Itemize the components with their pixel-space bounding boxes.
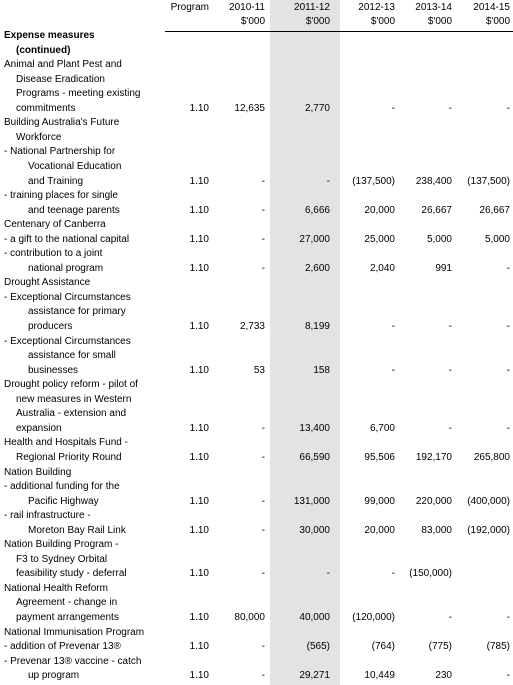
year-header-2013-14: 2013-14: [415, 2, 452, 13]
value-cell: -: [326, 175, 330, 187]
row-label: feasibility study - deferral: [16, 568, 127, 580]
value-cell: 2,040: [369, 262, 395, 274]
row-label: Building Australia's Future: [4, 117, 120, 129]
row-label: Vocational Education: [28, 160, 122, 172]
program-header: Program: [170, 2, 209, 13]
program-cell: 1.10: [189, 364, 209, 376]
year-header-2014-15: 2014-15: [473, 2, 510, 13]
value-cell: 2,733: [239, 321, 265, 332]
value-cell: -: [506, 612, 510, 623]
value-cell: 131,000: [293, 495, 330, 507]
value-cell: 158: [313, 364, 330, 376]
row-label: - addition of Prevenar 13®: [4, 641, 121, 653]
row-label: Drought Assistance: [4, 277, 91, 289]
unit-header-2014-15: $'000: [485, 16, 510, 27]
program-cell: 1.10: [189, 233, 209, 245]
row-label: Pacific Highway: [28, 495, 99, 507]
program-cell: 1.10: [189, 641, 209, 653]
unit-header-2012-13: $'000: [370, 16, 395, 27]
section-title: (continued): [16, 44, 71, 56]
value-cell: -: [261, 204, 265, 216]
value-cell: -: [506, 422, 510, 434]
row-label: commitments: [16, 102, 76, 114]
section-title: Expense measures: [4, 30, 95, 41]
row-label: National Health Reform: [4, 582, 108, 594]
row-label: payment arrangements: [16, 612, 119, 623]
program-cell: 1.10: [189, 102, 209, 114]
row-label: - training places for single: [4, 190, 118, 202]
unit-header-2011-12: $'000: [305, 16, 330, 27]
value-cell: 8,199: [304, 321, 330, 332]
row-label: - Prevenar 13® vaccine - catch: [4, 655, 142, 667]
value-cell: 6,700: [369, 422, 395, 434]
row-label: Disease Eradication: [16, 73, 105, 85]
value-cell: 5,000: [426, 233, 452, 245]
value-cell: -: [261, 641, 265, 653]
row-label: Animal and Plant Pest and: [4, 59, 122, 71]
row-label: Workforce: [16, 131, 62, 143]
value-cell: (150,000): [409, 568, 452, 580]
value-cell: 83,000: [421, 524, 452, 536]
value-cell: 27,000: [299, 233, 330, 245]
value-cell: 29,271: [299, 670, 330, 682]
year-header-2011-12: 2011-12: [294, 2, 330, 13]
value-cell: -: [391, 102, 395, 114]
value-cell: -: [391, 364, 395, 376]
value-cell: 30,000: [299, 524, 330, 536]
program-cell: 1.10: [189, 670, 209, 682]
row-label: F3 to Sydney Orbital: [16, 553, 108, 565]
value-cell: 238,400: [415, 175, 452, 187]
row-label: assistance for primary: [28, 306, 126, 318]
row-label: and teenage parents: [28, 204, 120, 216]
value-cell: 230: [435, 670, 452, 682]
row-label: - contribution to a joint: [4, 248, 103, 260]
year-header-2010-11: 2010-11: [229, 2, 265, 13]
value-cell: -: [506, 262, 510, 274]
value-cell: 66,590: [299, 451, 330, 463]
row-label: Moreton Bay Rail Link: [28, 524, 126, 536]
value-cell: (120,000): [352, 612, 395, 623]
value-cell: -: [448, 612, 452, 623]
value-cell: -: [506, 102, 510, 114]
value-cell: -: [261, 451, 265, 463]
value-cell: -: [326, 568, 330, 580]
value-cell: (192,000): [467, 524, 510, 536]
value-cell: -: [506, 321, 510, 332]
value-cell: -: [261, 670, 265, 682]
value-cell: 991: [435, 262, 452, 274]
row-label: businesses: [28, 364, 79, 376]
value-cell: 95,506: [364, 451, 395, 463]
value-cell: (137,500): [352, 175, 395, 187]
row-label: Australia - extension and: [16, 408, 127, 420]
value-cell: -: [261, 524, 265, 536]
value-cell: 53: [253, 364, 265, 376]
row-label: - additional funding for the: [4, 481, 120, 493]
value-cell: 20,000: [364, 524, 395, 536]
row-label: Health and Hospitals Fund -: [4, 437, 128, 449]
value-cell: 12,635: [234, 102, 265, 114]
row-label: Agreement - change in: [16, 597, 118, 609]
header-rule: [165, 31, 513, 32]
value-cell: -: [261, 568, 265, 580]
row-label: National Immunisation Program: [4, 626, 145, 638]
value-cell: 220,000: [415, 495, 452, 507]
value-cell: 26,667: [479, 204, 510, 216]
value-cell: 40,000: [299, 612, 330, 623]
program-cell: 1.10: [189, 321, 209, 332]
program-cell: 1.10: [189, 451, 209, 463]
value-cell: 10,449: [364, 670, 395, 682]
row-label: national program: [28, 262, 104, 274]
value-cell: 2,770: [304, 102, 330, 114]
value-cell: (400,000): [467, 495, 510, 507]
program-cell: 1.10: [189, 175, 209, 187]
value-cell: 13,400: [299, 422, 330, 434]
value-cell: -: [506, 364, 510, 376]
value-cell: 192,170: [415, 451, 452, 463]
row-label: Drought policy reform - pilot of: [4, 379, 138, 391]
value-cell: (775): [428, 641, 452, 653]
value-cell: 25,000: [364, 233, 395, 245]
row-label: Nation Building Program -: [4, 539, 119, 551]
value-cell: -: [448, 102, 452, 114]
value-cell: -: [261, 233, 265, 245]
value-cell: -: [506, 670, 510, 682]
row-label: and Training: [28, 175, 84, 187]
row-label: - rail infrastructure -: [4, 510, 91, 522]
value-cell: 5,000: [484, 233, 510, 245]
row-label: Programs - meeting existing: [16, 88, 141, 100]
row-label: up program: [28, 670, 80, 682]
row-label: Centenary of Canberra: [4, 219, 106, 231]
value-cell: 20,000: [364, 204, 395, 216]
value-cell: -: [391, 568, 395, 580]
value-cell: -: [261, 175, 265, 187]
program-cell: 1.10: [189, 422, 209, 434]
value-cell: 80,000: [234, 612, 265, 623]
value-cell: -: [261, 422, 265, 434]
value-cell: -: [261, 495, 265, 507]
value-cell: -: [448, 364, 452, 376]
value-cell: -: [261, 262, 265, 274]
program-cell: 1.10: [189, 568, 209, 580]
value-cell: 265,800: [473, 451, 510, 463]
row-label: Nation Building: [4, 466, 72, 478]
program-cell: 1.10: [189, 204, 209, 216]
row-label: - a gift to the national capital: [4, 233, 130, 245]
row-label: assistance for small: [28, 350, 116, 362]
row-label: - Exceptional Circumstances: [4, 335, 131, 347]
row-label: - National Partnership for: [4, 146, 116, 158]
row-label: Regional Priority Round: [16, 451, 122, 463]
program-cell: 1.10: [189, 612, 209, 623]
value-cell: (137,500): [467, 175, 510, 187]
value-cell: (785): [486, 641, 510, 653]
program-cell: 1.10: [189, 495, 209, 507]
value-cell: -: [448, 321, 452, 332]
value-cell: 2,600: [304, 262, 330, 274]
row-label: new measures in Western: [16, 393, 132, 405]
year-header-2012-13: 2012-13: [358, 2, 395, 13]
value-cell: 99,000: [364, 495, 395, 507]
value-cell: (764): [371, 641, 395, 653]
row-label: - Exceptional Circumstances: [4, 291, 131, 303]
value-cell: -: [448, 422, 452, 434]
value-cell: (565): [306, 641, 330, 653]
value-cell: -: [391, 321, 395, 332]
unit-header-2010-11: $'000: [240, 16, 265, 27]
program-cell: 1.10: [189, 262, 209, 274]
row-label: expansion: [16, 422, 62, 434]
value-cell: 6,666: [304, 204, 330, 216]
row-label: producers: [28, 321, 73, 332]
value-cell: 26,667: [421, 204, 452, 216]
unit-header-2013-14: $'000: [427, 16, 452, 27]
program-cell: 1.10: [189, 524, 209, 536]
